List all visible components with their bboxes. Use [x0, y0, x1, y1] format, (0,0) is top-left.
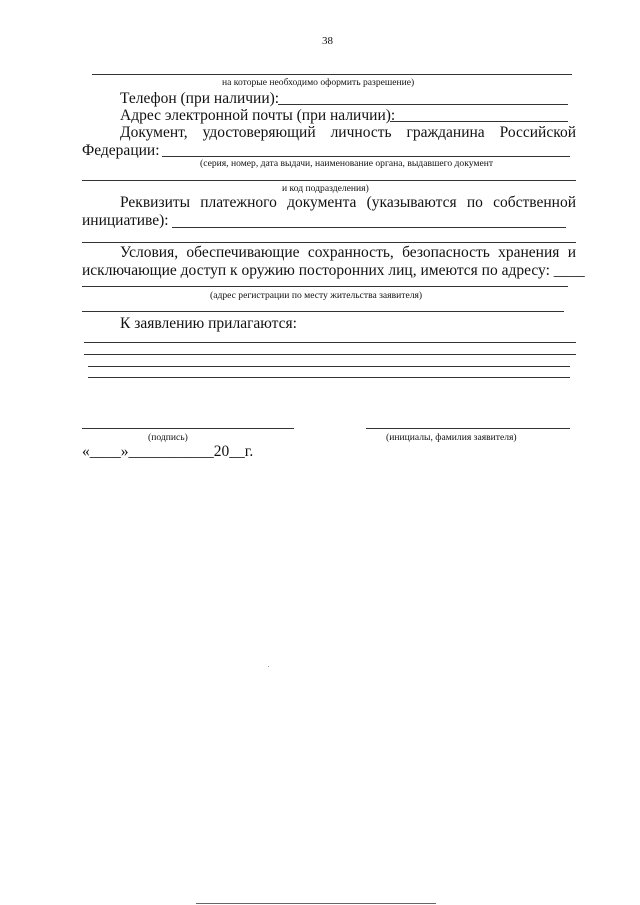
initials-field-line[interactable]: [366, 428, 570, 429]
caption-id-document: (серия, номер, дата выдачи, наименование органа, выдавшего документ: [200, 158, 494, 169]
applicant-field-line: [92, 74, 572, 75]
email-label: Адрес электронной почты (при наличии):: [120, 107, 396, 124]
payment-field-line[interactable]: [172, 227, 566, 228]
caption-address: (адрес регистрации по месту жительства заявителя): [210, 290, 423, 301]
attachments-field-line-3[interactable]: [88, 366, 570, 367]
email-field-line[interactable]: [390, 121, 568, 122]
attachments-field-line-1[interactable]: [84, 342, 576, 343]
storage-conditions-label-cont: исключающие доступ к оружию посторонних лиц, имеются по адресу: ____: [82, 262, 585, 279]
scan-bottom-edge: [196, 903, 436, 904]
scan-speck: [268, 666, 269, 667]
payment-field-line-2[interactable]: [82, 242, 576, 243]
id-document-label-cont: Федерации:: [82, 142, 160, 159]
id-document-label: Документ, удостоверяющий личность гражданина Российской: [120, 124, 576, 141]
storage-conditions-label: Условия, обеспечивающие сохранность, безопасность хранения и: [120, 244, 576, 261]
phone-field-line[interactable]: [278, 104, 568, 105]
signature-field-line[interactable]: [82, 428, 294, 429]
page-number: 38: [322, 35, 333, 47]
attachments-field-line-2[interactable]: [84, 354, 576, 355]
address-field-line[interactable]: [82, 286, 568, 287]
attachments-field-line-4[interactable]: [88, 377, 570, 378]
date-field[interactable]: «____»___________20__г.: [82, 443, 254, 460]
address-field-line-2[interactable]: [82, 311, 564, 312]
caption-signature: (подпись): [148, 432, 188, 443]
payment-label: Реквизиты платежного документа (указываются по собственной: [120, 194, 576, 211]
id-document-field-line[interactable]: [162, 156, 570, 157]
phone-label: Телефон (при наличии):: [120, 90, 280, 107]
caption-initials: (инициалы, фамилия заявителя): [386, 432, 517, 443]
caption-department-code: и код подразделения): [282, 183, 369, 194]
caption-permission: на которые необходимо оформить разрешение): [222, 77, 415, 88]
id-document-field-line-2[interactable]: [82, 180, 576, 181]
attachments-label: К заявлению прилагаются:: [120, 315, 297, 332]
payment-label-cont: инициативе):: [82, 212, 169, 229]
